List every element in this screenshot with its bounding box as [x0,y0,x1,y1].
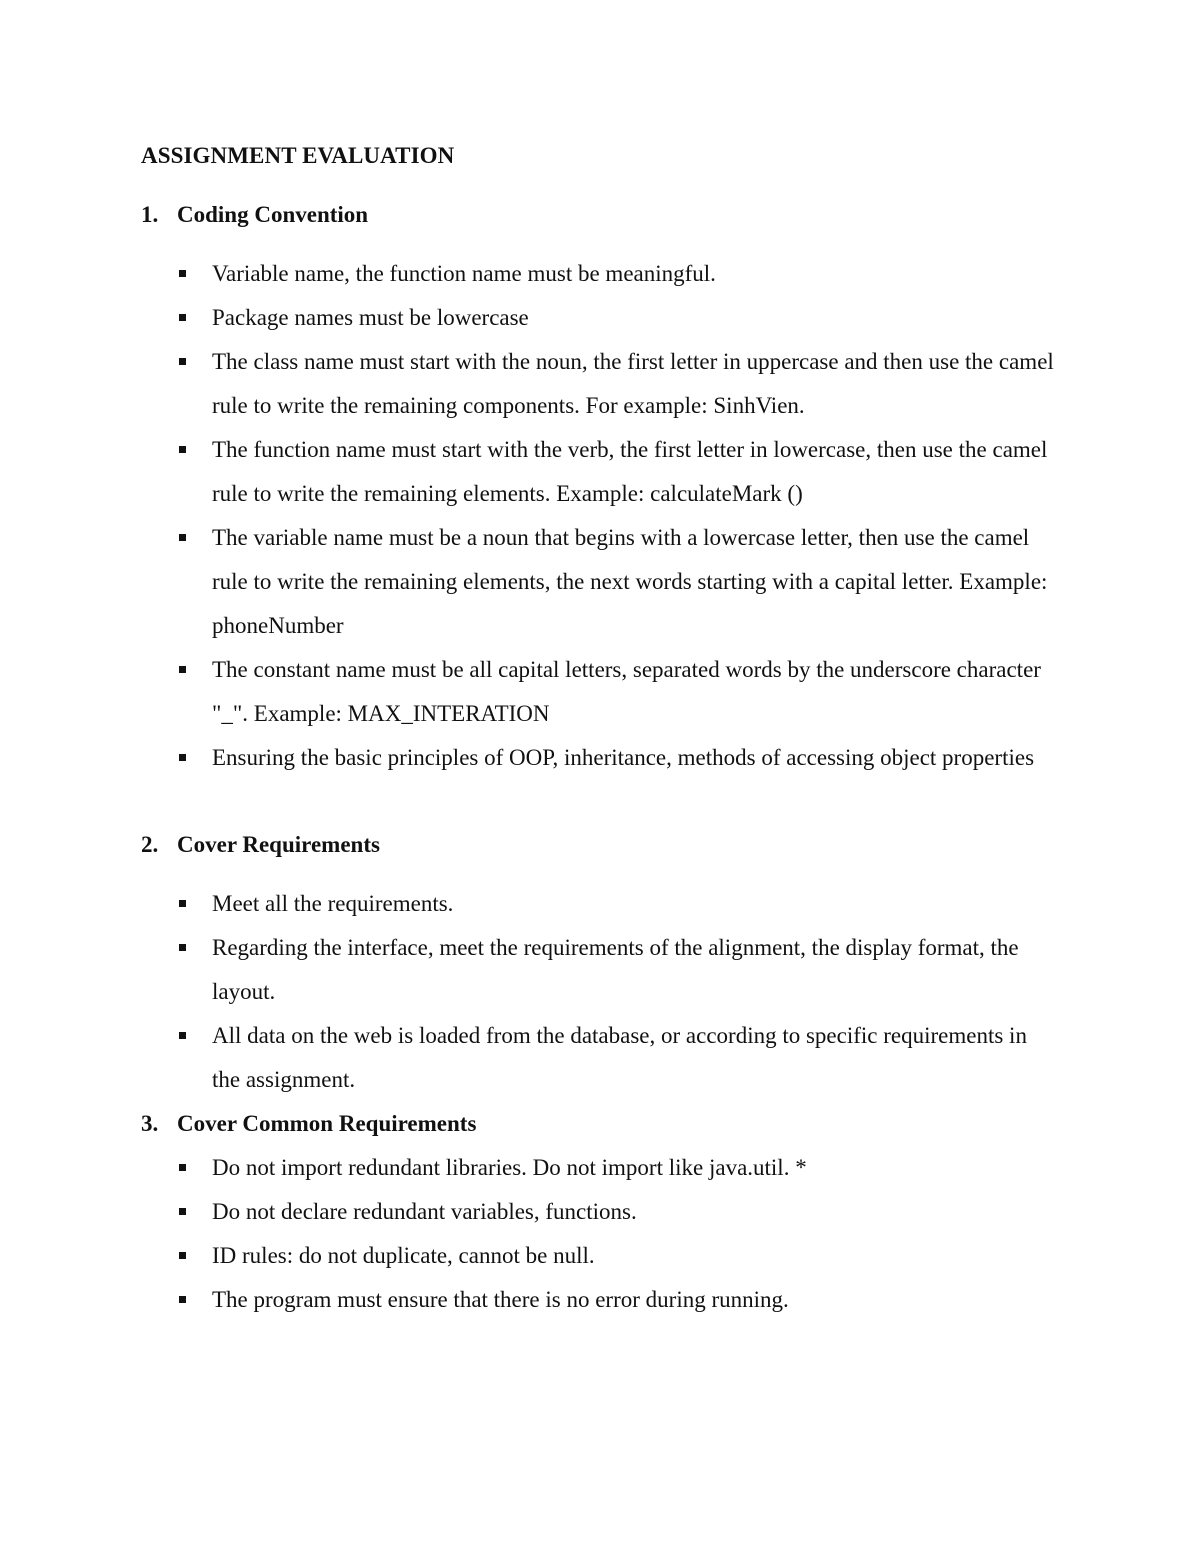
square-bullet-icon [179,1164,186,1171]
list-item [176,882,1056,926]
list-item-text: Variable name, the function name must be meaningful. [212,261,716,286]
list-item [176,252,1056,296]
list-item-text: The variable name must be a noun that begins with a lowercase letter, then use the camel rule to write the remaining elements, the next words starting with a capital letter. Example: phoneNumber [212,525,1048,638]
document-title: ASSIGNMENT EVALUATION [141,143,455,168]
cover-requirements-list [176,882,1056,1102]
square-bullet-icon [179,1296,186,1303]
list-item [176,1014,1056,1102]
list-item [176,736,1056,780]
section-heading-cover-common-requirements [141,1109,476,1139]
square-bullet-icon [179,944,186,951]
list-item [176,1190,1056,1234]
list-item [176,1278,1056,1322]
list-item [176,1234,1056,1278]
square-bullet-icon [179,666,186,673]
list-item [176,648,1056,736]
section-number: 3. [141,1111,159,1136]
square-bullet-icon [179,534,186,541]
section-title: Cover Common Requirements [177,1111,477,1136]
square-bullet-icon [179,900,186,907]
list-item [176,926,1056,1014]
square-bullet-icon [179,270,186,277]
list-item-text: Do not declare redundant variables, functions. [212,1199,637,1224]
list-item [176,296,1056,340]
list-item [176,1146,1056,1190]
cover-common-requirements-list [176,1146,1056,1322]
section-title: Coding Convention [177,202,369,227]
list-item-text: Package names must be lowercase [212,305,529,330]
list-item-text: The class name must start with the noun, the first letter in uppercase and then use the camel rule to write the remaining components. For example: SinhVien. [212,349,1054,418]
section-heading-coding-convention [141,200,368,230]
square-bullet-icon [179,1252,186,1259]
square-bullet-icon [179,1208,186,1215]
list-item-text: Meet all the requirements. [212,891,454,916]
list-item [176,340,1056,428]
square-bullet-icon [179,446,186,453]
list-item-text: The constant name must be all capital letters, separated words by the underscore character "_". Example: MAX_INTERATION [212,657,1041,726]
list-item-text: The function name must start with the verb, the first letter in lowercase, then use the camel rule to write the remaining elements. Example: calculateMark () [212,437,1048,506]
list-item-text: ID rules: do not duplicate, cannot be null. [212,1243,595,1268]
coding-convention-list [176,252,1056,780]
square-bullet-icon [179,358,186,365]
list-item [176,516,1056,648]
list-item-text: All data on the web is loaded from the database, or according to specific requirements in the assignment. [212,1023,1027,1092]
square-bullet-icon [179,754,186,761]
section-number: 1. [141,202,159,227]
square-bullet-icon [179,1032,186,1039]
list-item-text: The program must ensure that there is no error during running. [212,1287,789,1312]
list-item-text: Do not import redundant libraries. Do not import like java.util. * [212,1155,807,1180]
square-bullet-icon [179,314,186,321]
list-item-text: Ensuring the basic principles of OOP, inheritance, methods of accessing object properties [212,745,1035,770]
list-item [176,428,1056,516]
section-number: 2. [141,832,159,857]
list-item-text: Regarding the interface, meet the requirements of the alignment, the display format, the layout. [212,935,1019,1004]
section-heading-cover-requirements [141,830,380,860]
section-title: Cover Requirements [177,832,380,857]
